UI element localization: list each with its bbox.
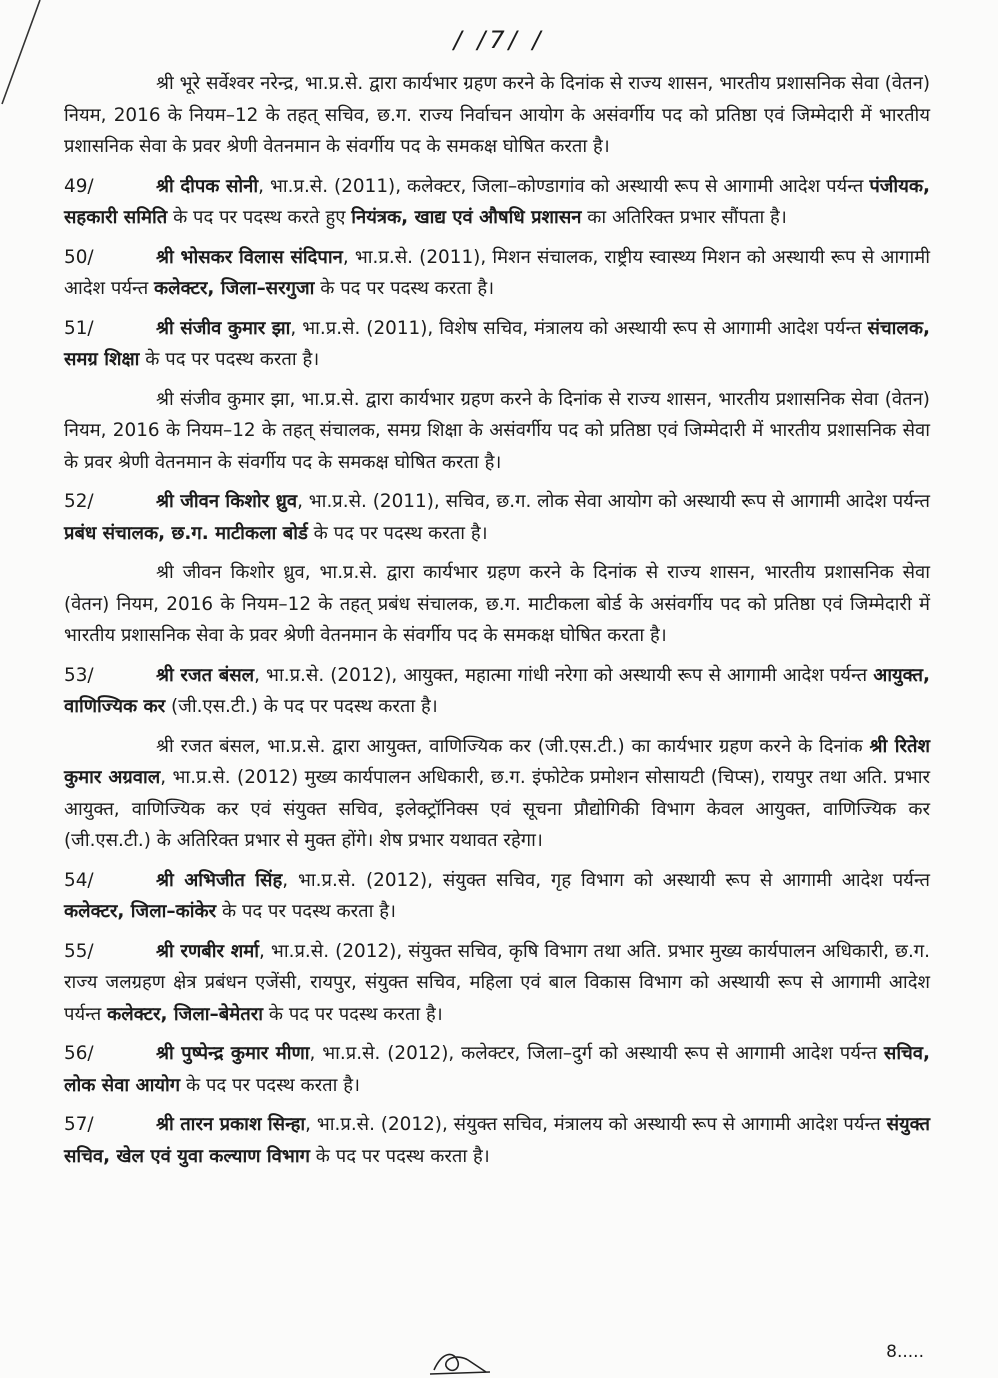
body-text: के पद पर पदस्थ करता है। <box>314 278 495 299</box>
bold-text: संयुक्त सचिव, खेल एवं युवा कल्याण विभाग <box>64 1114 931 1167</box>
body-text: (जी.एस.टी.) के पद पर पदस्थ करता है। <box>165 696 438 717</box>
body-text: , भा.प्र.से. (2012), संयुक्त सचिव, कृषि विभाग तथा अति. प्रभार मुख्य कार्यपालन अधिकारी, छ.ग. राज्य जलग्रहण क्षेत्र प्रबंधन एजेंसी, रायपुर, संयुक्त सचिव, महिला एवं बाल विकास विभाग को अस्थायी रूप से आगामी आदेश पर्यन्त <box>64 940 930 1025</box>
bold-text: कलेक्टर, जिला–बेमेतरा <box>107 1003 264 1025</box>
order-item <box>64 313 930 376</box>
bold-text: श्री रितेश कुमार अग्रवाल <box>64 735 930 788</box>
bold-text: श्री पुष्पेन्द्र कुमार मीणा <box>156 1043 310 1064</box>
order-item <box>64 1109 930 1172</box>
body-text: , भा.प्र.से. (2012), कलेक्टर, जिला–दुर्ग को अस्थायी रूप से आगामी आदेश पर्यन्त <box>309 1043 884 1064</box>
bold-text: श्री तारन प्रकाश सिन्हा <box>156 1114 306 1135</box>
page-number: / /7/ / <box>453 26 545 54</box>
item-number: 52/ <box>64 491 94 512</box>
bold-text: श्री दीपक सोनी <box>156 175 259 197</box>
body-text: के पद पर पदस्थ करता है। <box>180 1074 360 1096</box>
body-text: के पद पर पदस्थ करता है। <box>263 1003 443 1025</box>
bold-text: श्री अभिजीत सिंह <box>156 869 283 891</box>
bold-text: श्री भोसकर विलास संदिपान <box>156 246 343 268</box>
order-item <box>64 242 930 305</box>
order-continuation <box>64 557 930 652</box>
body-text: श्री रजत बंसल, भा.प्र.से. द्वारा आयुक्त, वाणिज्यिक कर (जी.एस.टी.) का कार्यभार ग्रहण करने के दिनांक <box>156 735 870 757</box>
body-text: के पद पर पदस्थ करता है। <box>216 901 396 922</box>
bold-text: पंजीयक, सहकारी समिति <box>64 175 930 228</box>
item-number: 55/ <box>64 940 94 962</box>
bold-text: सचिव, लोक सेवा आयोग <box>64 1043 930 1096</box>
body-text: , भा.प्र.से. (2012) मुख्य कार्यपालन अधिकारी, छ.ग. इंफोटेक प्रमोशन सोसायटी (चिप्स), रायपुर तथा अति. प्रभार आयुक्त, वाणिज्यिक कर एवं संयुक्त सचिव, इलेक्ट्रॉनिक्स एवं सूचना प्रौद्योगिकी विभाग केवल आयुक्त, वाणिज्यिक कर (जी.एस.टी.) के अतिरिक्त प्रभार से मुक्त होंगे। शेष प्रभार यथावत रहेगा। <box>64 767 930 851</box>
body-text: के पद पर पदस्थ करता है। <box>307 522 488 544</box>
bold-text: कलेक्टर, जिला–कांकेर <box>64 901 217 922</box>
order-item <box>64 865 930 928</box>
order-continuation <box>64 384 930 479</box>
body-text: श्री जीवन किशोर ध्रुव, भा.प्र.से. द्वारा कार्यभार ग्रहण करने के दिनांक से राज्य शासन, भारतीय प्रशासनिक सेवा (वेतन) नियम, 2016 के नियम–12 के तहत् प्रबंध संचालक, छ.ग. माटीकला बोर्ड के असंवर्गीय पद को प्रतिष्ठा एवं जिम्मेदारी में भारतीय प्रशासनिक सेवा के प्रवर श्रेणी वेतनमान के संवर्गीय पद के समकक्ष घोषित करता है। <box>64 562 930 646</box>
body-text: के पद पर पदस्थ करते हुए <box>167 207 352 228</box>
bold-text: श्री रजत बंसल <box>156 664 255 686</box>
bold-text: श्री रणबीर शर्मा <box>156 940 259 962</box>
bold-text: श्री जीवन किशोर ध्रुव <box>156 491 298 512</box>
item-number: 54/ <box>64 869 94 891</box>
item-number: 50/ <box>64 246 94 268</box>
bold-text: श्री संजीव कुमार झा <box>156 317 291 339</box>
item-number: 53/ <box>64 664 94 686</box>
order-item <box>64 936 930 1031</box>
bold-text: कलेक्टर, जिला–सरगुजा <box>154 278 315 299</box>
item-number: 56/ <box>64 1043 94 1064</box>
item-number: 51/ <box>64 317 94 339</box>
order-item <box>64 171 930 234</box>
order-item <box>64 486 930 549</box>
initials-signature <box>428 1348 492 1378</box>
body-text: के पद पर पदस्थ करता है। <box>139 349 320 370</box>
next-page-marker: 8..... <box>886 1342 924 1362</box>
order-item <box>64 1038 930 1101</box>
bold-text: नियंत्रक, खाद्य एवं औषधि प्रशासन <box>351 207 582 228</box>
bold-text: संचालक, समग्र शिक्षा <box>64 317 930 370</box>
body-text: , भा.प्र.से. (2011), सचिव, छ.ग. लोक सेवा आयोग को अस्थायी रूप से आगामी आदेश पर्यन्त <box>297 491 930 512</box>
item-number: 49/ <box>64 175 94 197</box>
margin-pen-stroke <box>0 0 60 110</box>
body-text: , भा.प्र.से. (2012), संयुक्त सचिव, मंत्रालय को अस्थायी रूप से आगामी आदेश पर्यन्त <box>305 1114 887 1135</box>
body-text: श्री संजीव कुमार झा, भा.प्र.से. द्वारा कार्यभार ग्रहण करने के दिनांक से राज्य शासन, भारतीय प्रशासनिक सेवा (वेतन) नियम, 2016 के नियम–12 के तहत् संचालक, समग्र शिक्षा के असंवर्गीय पद को प्रतिष्ठा एवं जिम्मेदारी में भारतीय प्रशासनिक सेवा के प्रवर श्रेणी वेतनमान के संवर्गीय पद के समकक्ष घोषित करता है। <box>64 388 930 473</box>
bold-text: प्रबंध संचालक, छ.ग. माटीकला बोर्ड <box>64 522 308 544</box>
body-text: के पद पर पदस्थ करता है। <box>309 1145 490 1167</box>
bold-text: आयुक्त, वाणिज्यिक कर <box>64 664 930 717</box>
body-text: , भा.प्र.से. (2012), आयुक्त, महात्मा गांधी नरेगा को अस्थायी रूप से आगामी आदेश पर्यन्त <box>254 664 874 686</box>
order-continuation <box>64 731 930 857</box>
order-continuation <box>64 68 930 163</box>
body-text: , भा.प्र.से. (2011), विशेष सचिव, मंत्रालय को अस्थायी रूप से आगामी आदेश पर्यन्त <box>290 317 868 339</box>
item-number: 57/ <box>64 1114 94 1135</box>
order-item <box>64 660 930 723</box>
body-text: , भा.प्र.से. (2011), कलेक्टर, जिला–कोण्डागांव को अस्थायी रूप से आगामी आदेश पर्यन्त <box>258 175 870 197</box>
body-text: , भा.प्र.से. (2011), मिशन संचालक, राष्ट्रीय स्वास्थ्य मिशन को अस्थायी रूप से आगामी आदेश पर्यन्त <box>64 246 930 299</box>
body-text: , भा.प्र.से. (2012), संयुक्त सचिव, गृह विभाग को अस्थायी रूप से आगामी आदेश पर्यन्त <box>282 869 930 891</box>
body-text: श्री भूरे सर्वेश्वर नरेन्द्र, भा.प्र.से. द्वारा कार्यभार ग्रहण करने के दिनांक से राज्य शासन, भारतीय प्रशासनिक सेवा (वेतन) नियम, 2016 के नियम–12 के तहत् सचिव, छ.ग. राज्य निर्वाचन आयोग के असंवर्गीय पद को प्रतिष्ठा एवं जिम्मेदारी में भारतीय प्रशासनिक सेवा के प्रवर श्रेणी वेतनमान के संवर्गीय पद के समकक्ष घोषित करता है। <box>64 73 930 157</box>
order-body <box>64 68 930 1180</box>
body-text: का अतिरिक्त प्रभार सौंपता है। <box>581 207 787 228</box>
